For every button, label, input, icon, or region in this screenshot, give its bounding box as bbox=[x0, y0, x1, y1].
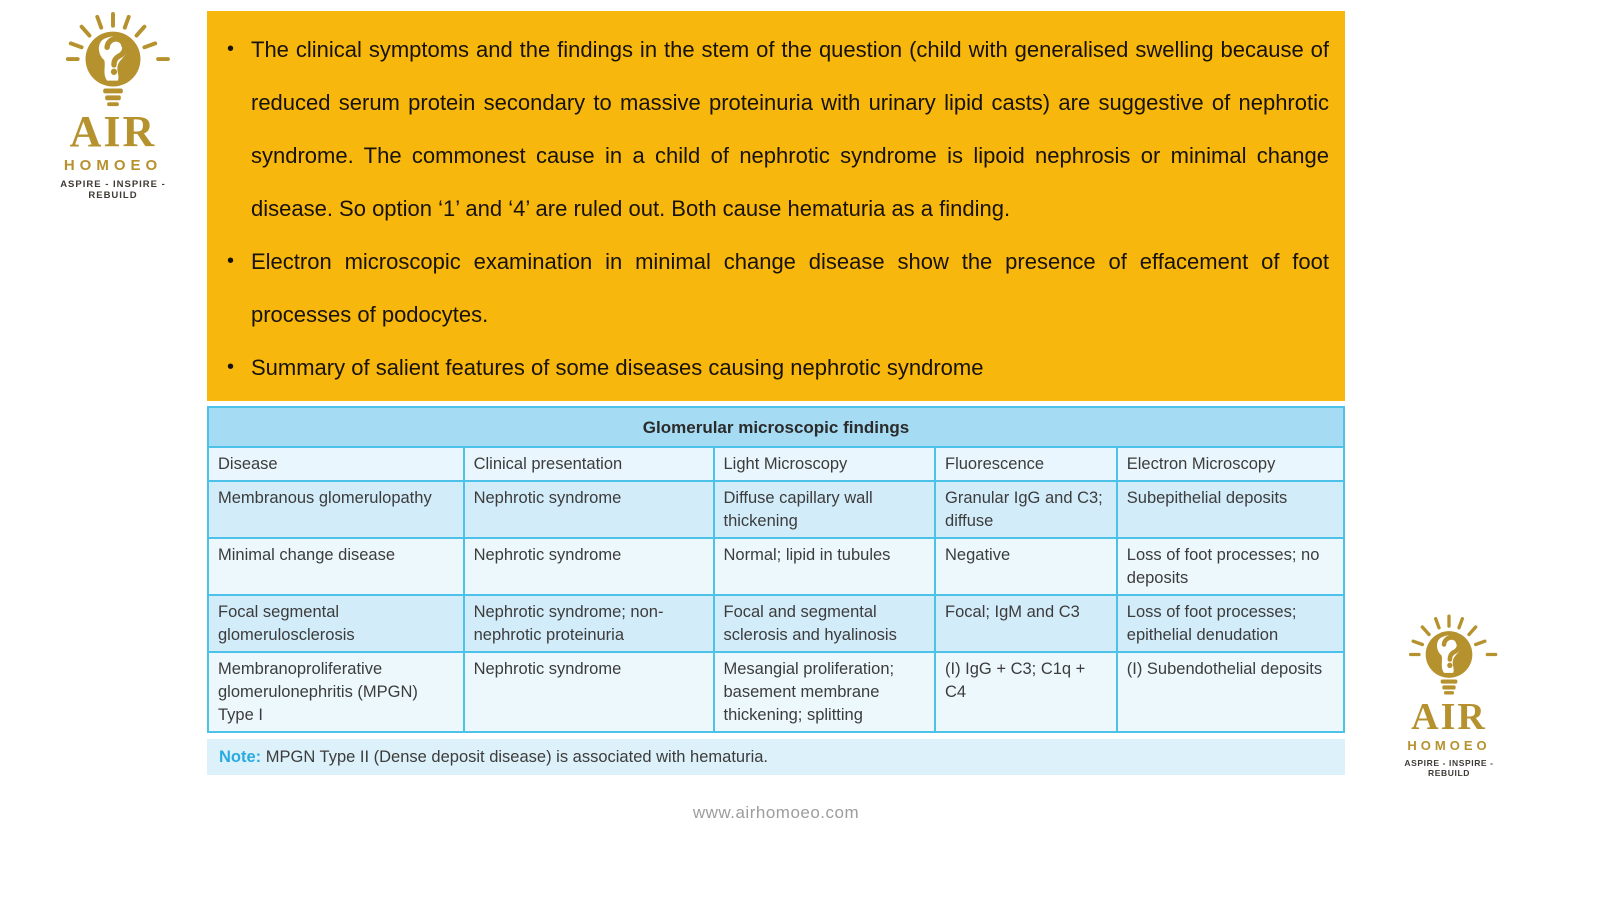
table-cell: Nephrotic syndrome bbox=[464, 538, 714, 595]
explanation-box bbox=[207, 11, 1345, 401]
table-cell: Loss of foot processes; no deposits bbox=[1117, 538, 1344, 595]
column-header: Disease bbox=[208, 447, 464, 481]
note-label: Note: bbox=[219, 748, 262, 766]
bullet-marker: • bbox=[227, 356, 235, 378]
logo-bottom-right bbox=[1383, 612, 1515, 778]
lightbulb-icon bbox=[36, 10, 190, 114]
lightbulb-icon bbox=[1383, 612, 1515, 702]
findings-table bbox=[207, 406, 1345, 733]
table-row bbox=[208, 652, 1344, 732]
table-cell: Membranous glomerulopathy bbox=[208, 481, 464, 538]
table-cell: Loss of foot processes; epithelial denudation bbox=[1117, 595, 1344, 652]
note-bar bbox=[207, 739, 1345, 775]
column-header: Electron Microscopy bbox=[1117, 447, 1344, 481]
table-row bbox=[208, 481, 1344, 538]
table-cell: Mesangial proliferation; basement membrane thickening; splitting bbox=[714, 652, 936, 732]
content-column bbox=[207, 11, 1345, 823]
bullet-item bbox=[221, 235, 1331, 341]
table-title: Glomerular microscopic findings bbox=[208, 407, 1344, 447]
table-cell: Nephrotic syndrome bbox=[464, 481, 714, 538]
bullet-marker: • bbox=[227, 38, 235, 60]
table-cell: Nephrotic syndrome; non-nephrotic proteinuria bbox=[464, 595, 714, 652]
logo-tagline: ASPIRE - INSPIRE - REBUILD bbox=[1404, 757, 1494, 778]
bullet-item bbox=[221, 341, 1331, 394]
logo-title: AIR bbox=[69, 107, 157, 156]
column-header: Fluorescence bbox=[935, 447, 1117, 481]
table-cell: Focal and segmental sclerosis and hyalinosis bbox=[714, 595, 936, 652]
logo-subtitle: HOMOEO bbox=[63, 157, 163, 174]
table-cell: (I) Subendothelial deposits bbox=[1117, 652, 1344, 732]
table-cell: Focal segmental glomerulosclerosis bbox=[208, 595, 464, 652]
table-cell: Subepithelial deposits bbox=[1117, 481, 1344, 538]
table-cell: Normal; lipid in tubules bbox=[714, 538, 936, 595]
column-header: Clinical presentation bbox=[464, 447, 714, 481]
table-cell: Diffuse capillary wall thickening bbox=[714, 481, 936, 538]
table-cell: (I) IgG + C3; C1q + C4 bbox=[935, 652, 1117, 732]
table-row bbox=[208, 538, 1344, 595]
bullet-item bbox=[221, 23, 1331, 235]
table-cell: Membranoproliferative glomerulonephritis (MPGN) Type I bbox=[208, 652, 464, 732]
logo-subtitle: HOMOEO bbox=[1407, 738, 1491, 753]
logo-top-left bbox=[36, 10, 190, 202]
table-row bbox=[208, 595, 1344, 652]
bullet-text: The clinical symptoms and the findings in the stem of the question (child with generalised swelling because of reduced serum protein secondary to massive proteinuria with urinary lipid casts) are suggestive of nephrotic syndrome. The commonest cause in a child of nephrotic syndrome is lipoid nephrosis or minimal change disease. So option ‘1’ and ‘4’ are ruled out. Both cause hematuria as a finding. bbox=[251, 37, 1329, 221]
footer-url: www.airhomoeo.com bbox=[692, 803, 860, 822]
table-cell: Granular IgG and C3; diffuse bbox=[935, 481, 1117, 538]
bullet-text: Electron microscopic examination in minimal change disease show the presence of effacement of foot processes of podocytes. bbox=[251, 249, 1329, 327]
table-cell: Focal; IgM and C3 bbox=[935, 595, 1117, 652]
note-text: MPGN Type II (Dense deposit disease) is associated with hematuria. bbox=[261, 748, 769, 766]
bullet-text: Summary of salient features of some diseases causing nephrotic syndrome bbox=[251, 355, 984, 380]
logo-title: AIR bbox=[1411, 696, 1487, 738]
logo-tagline: ASPIRE - INSPIRE - REBUILD bbox=[60, 179, 166, 202]
table-header-row bbox=[208, 447, 1344, 481]
table-cell: Nephrotic syndrome bbox=[464, 652, 714, 732]
table-cell: Minimal change disease bbox=[208, 538, 464, 595]
bullet-marker: • bbox=[227, 250, 235, 272]
table-cell: Negative bbox=[935, 538, 1117, 595]
column-header: Light Microscopy bbox=[714, 447, 936, 481]
